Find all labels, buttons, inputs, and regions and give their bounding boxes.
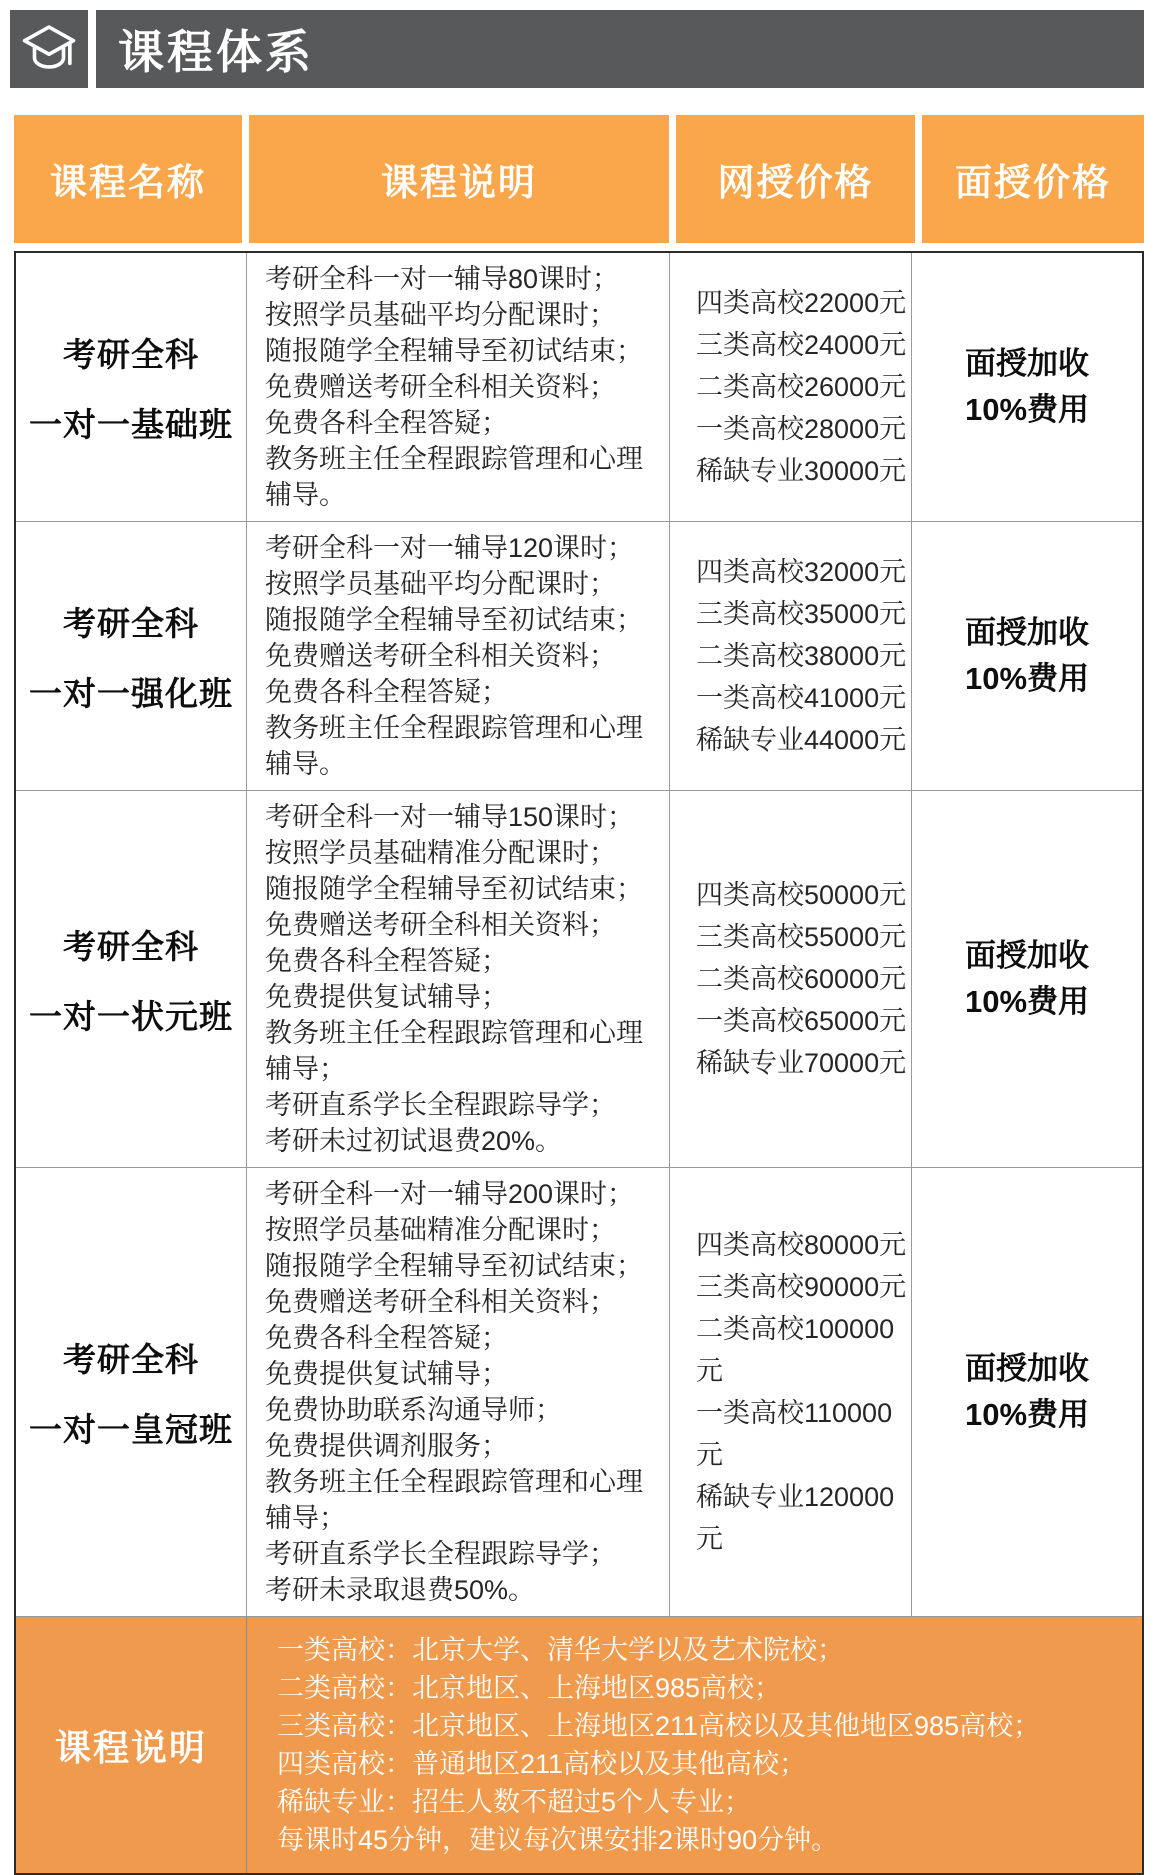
course-desc <box>265 530 663 782</box>
course-desc-line: 教务班主任全程跟踪管理和心理辅导； <box>265 1467 643 1533</box>
footer-label: 课程说明 <box>54 1726 207 1768</box>
online-price-cell <box>670 1168 912 1616</box>
course-desc-cell <box>247 522 670 790</box>
offline-price-line: 10%费用 <box>964 984 1090 1019</box>
online-price-line: 二类高校26000元 <box>696 372 907 402</box>
course-desc-cell <box>247 253 670 521</box>
course-desc-line: 免费各科全程答疑； <box>265 677 508 707</box>
course-name-line: 一对一状元班 <box>29 997 233 1035</box>
course-name-cell <box>16 791 247 1167</box>
online-price-line: 四类高校50000元 <box>696 880 907 910</box>
offline-price-cell <box>912 253 1142 521</box>
online-price-line: 一类高校41000元 <box>696 683 907 713</box>
course-desc-line: 免费提供调剂服务； <box>265 1431 508 1461</box>
course-name-line: 一对一强化班 <box>29 674 233 712</box>
course-desc-cell <box>247 791 670 1167</box>
course-desc-line: 免费提供复试辅导； <box>265 982 508 1012</box>
table-row <box>16 522 1142 791</box>
online-price <box>696 874 906 1084</box>
footer-note-line: 三类高校：北京地区、上海地区211高校以及其他地区985高校； <box>277 1711 1041 1741</box>
footer-note-line: 每课时45分钟，建议每次课安排2课时90分钟。 <box>277 1825 839 1855</box>
online-price <box>696 551 906 761</box>
online-price-cell <box>670 522 912 790</box>
title-bar <box>96 10 1144 88</box>
table-row <box>16 791 1142 1168</box>
column-header-offline-price: 面授价格 <box>922 115 1144 243</box>
course-desc-line: 免费赠送考研全科相关资料； <box>265 1287 616 1317</box>
online-price-line: 稀缺专业120000元 <box>696 1482 895 1554</box>
footer-notes <box>277 1631 1132 1859</box>
course-desc-line: 随报随学全程辅导至初试结束； <box>265 1251 643 1281</box>
table-header-row <box>14 115 1144 243</box>
table-row <box>16 1168 1142 1617</box>
course-desc <box>265 261 663 513</box>
online-price-line: 二类高校100000元 <box>696 1314 895 1386</box>
online-price-line: 稀缺专业70000元 <box>696 1048 907 1078</box>
course-name-line: 一对一皇冠班 <box>29 1410 233 1448</box>
graduation-cap-icon <box>20 21 78 78</box>
course-desc-line: 随报随学全程辅导至初试结束； <box>265 336 643 366</box>
course-desc-line: 免费赠送考研全科相关资料； <box>265 372 616 402</box>
course-name-cell <box>16 1168 247 1616</box>
online-price-line: 一类高校110000元 <box>696 1398 893 1470</box>
course-name <box>29 575 233 738</box>
offline-price-cell <box>912 522 1142 790</box>
online-price-line: 稀缺专业30000元 <box>696 456 907 486</box>
course-desc-line: 免费各科全程答疑； <box>265 1323 508 1353</box>
online-price-line: 三类高校24000元 <box>696 330 907 360</box>
online-price-line: 三类高校55000元 <box>696 922 907 952</box>
column-header-course-name: 课程名称 <box>14 115 242 243</box>
course-name <box>29 1311 233 1474</box>
online-price-line: 一类高校28000元 <box>696 414 907 444</box>
course-desc <box>265 799 663 1159</box>
course-name <box>29 898 233 1061</box>
page-title: 课程体系 <box>118 26 314 78</box>
course-desc-line: 随报随学全程辅导至初试结束； <box>265 874 643 904</box>
footer-notes-cell <box>247 1617 1142 1873</box>
course-desc-line: 按照学员基础精准分配课时； <box>265 1215 616 1245</box>
logo-box <box>10 10 88 88</box>
course-desc-line: 考研全科一对一辅导200课时； <box>265 1179 635 1209</box>
course-desc-line: 考研未过初试退费20%。 <box>265 1126 563 1156</box>
course-desc-line: 教务班主任全程跟踪管理和心理辅导。 <box>265 713 643 779</box>
course-desc-line: 考研全科一对一辅导80课时； <box>265 264 620 294</box>
footer-note-line: 一类高校：北京大学、清华大学以及艺术院校； <box>277 1635 844 1665</box>
course-desc <box>265 1176 663 1608</box>
online-price <box>696 1224 907 1560</box>
online-price-cell <box>670 791 912 1167</box>
course-name-line: 一对一基础班 <box>29 405 233 443</box>
offline-price-line: 10%费用 <box>964 661 1090 696</box>
course-desc-line: 考研未录取退费50%。 <box>265 1575 536 1605</box>
page-header <box>10 10 1144 88</box>
online-price-line: 二类高校60000元 <box>696 964 907 994</box>
footer-note-line: 四类高校：普通地区211高校以及其他高校； <box>277 1749 807 1779</box>
online-price-line: 一类高校65000元 <box>696 1006 907 1036</box>
offline-price-line: 10%费用 <box>964 392 1090 427</box>
offline-price-cell <box>912 1168 1142 1616</box>
course-name <box>29 306 233 469</box>
course-desc-line: 免费提供复试辅导； <box>265 1359 508 1389</box>
course-desc-line: 教务班主任全程跟踪管理和心理辅导； <box>265 1018 643 1084</box>
course-desc-line: 按照学员基础精准分配课时； <box>265 838 616 868</box>
column-header-online-price: 网授价格 <box>676 115 915 243</box>
offline-price-line: 10%费用 <box>964 1397 1090 1432</box>
course-name-line: 考研全科 <box>63 927 199 965</box>
offline-price-line: 面授加收 <box>964 938 1089 973</box>
course-desc-line: 按照学员基础平均分配课时； <box>265 300 616 330</box>
offline-price <box>965 1346 1089 1438</box>
online-price <box>696 282 906 492</box>
offline-price-cell <box>912 791 1142 1167</box>
online-price-line: 三类高校90000元 <box>696 1272 907 1302</box>
online-price-line: 四类高校32000元 <box>696 557 907 587</box>
offline-price-line: 面授加收 <box>964 615 1089 650</box>
online-price-line: 二类高校38000元 <box>696 641 907 671</box>
course-desc-line: 免费各科全程答疑； <box>265 408 508 438</box>
online-price-line: 四类高校80000元 <box>696 1230 907 1260</box>
course-desc-line: 免费赠送考研全科相关资料； <box>265 641 616 671</box>
online-price-line: 三类高校35000元 <box>696 599 907 629</box>
course-name-line: 考研全科 <box>63 335 199 373</box>
course-desc-line: 免费赠送考研全科相关资料； <box>265 910 616 940</box>
offline-price <box>965 341 1089 433</box>
online-price-cell <box>670 253 912 521</box>
course-desc-line: 考研全科一对一辅导120课时； <box>265 533 635 563</box>
course-desc-line: 考研全科一对一辅导150课时； <box>265 802 635 832</box>
course-name-cell <box>16 522 247 790</box>
course-desc-line: 教务班主任全程跟踪管理和心理辅导。 <box>265 444 643 510</box>
course-name-line: 考研全科 <box>63 604 199 642</box>
footer-note-line: 稀缺专业：招生人数不超过5个人专业； <box>277 1787 752 1817</box>
course-name-cell <box>16 253 247 521</box>
offline-price-line: 面授加收 <box>964 346 1089 381</box>
table-body <box>14 251 1144 1875</box>
course-name-line: 考研全科 <box>63 1340 199 1378</box>
online-price-line: 稀缺专业44000元 <box>696 725 907 755</box>
footer-note-line: 二类高校：北京地区、上海地区985高校； <box>277 1673 782 1703</box>
course-desc-line: 考研直系学长全程跟踪导学； <box>265 1539 616 1569</box>
course-desc-line: 按照学员基础平均分配课时； <box>265 569 616 599</box>
course-desc-cell <box>247 1168 670 1616</box>
course-pricing-table <box>14 115 1144 1875</box>
footer-label-cell <box>16 1617 247 1873</box>
offline-price <box>965 933 1089 1025</box>
course-desc-line: 免费协助联系沟通导师； <box>265 1395 562 1425</box>
table-row <box>16 253 1142 522</box>
table-footer-row <box>16 1617 1142 1873</box>
column-header-course-desc: 课程说明 <box>249 115 669 243</box>
course-desc-line: 随报随学全程辅导至初试结束； <box>265 605 643 635</box>
offline-price <box>965 610 1089 702</box>
course-desc-line: 免费各科全程答疑； <box>265 946 508 976</box>
offline-price-line: 面授加收 <box>964 1351 1089 1386</box>
online-price-line: 四类高校22000元 <box>696 288 907 318</box>
course-desc-line: 考研直系学长全程跟踪导学； <box>265 1090 616 1120</box>
